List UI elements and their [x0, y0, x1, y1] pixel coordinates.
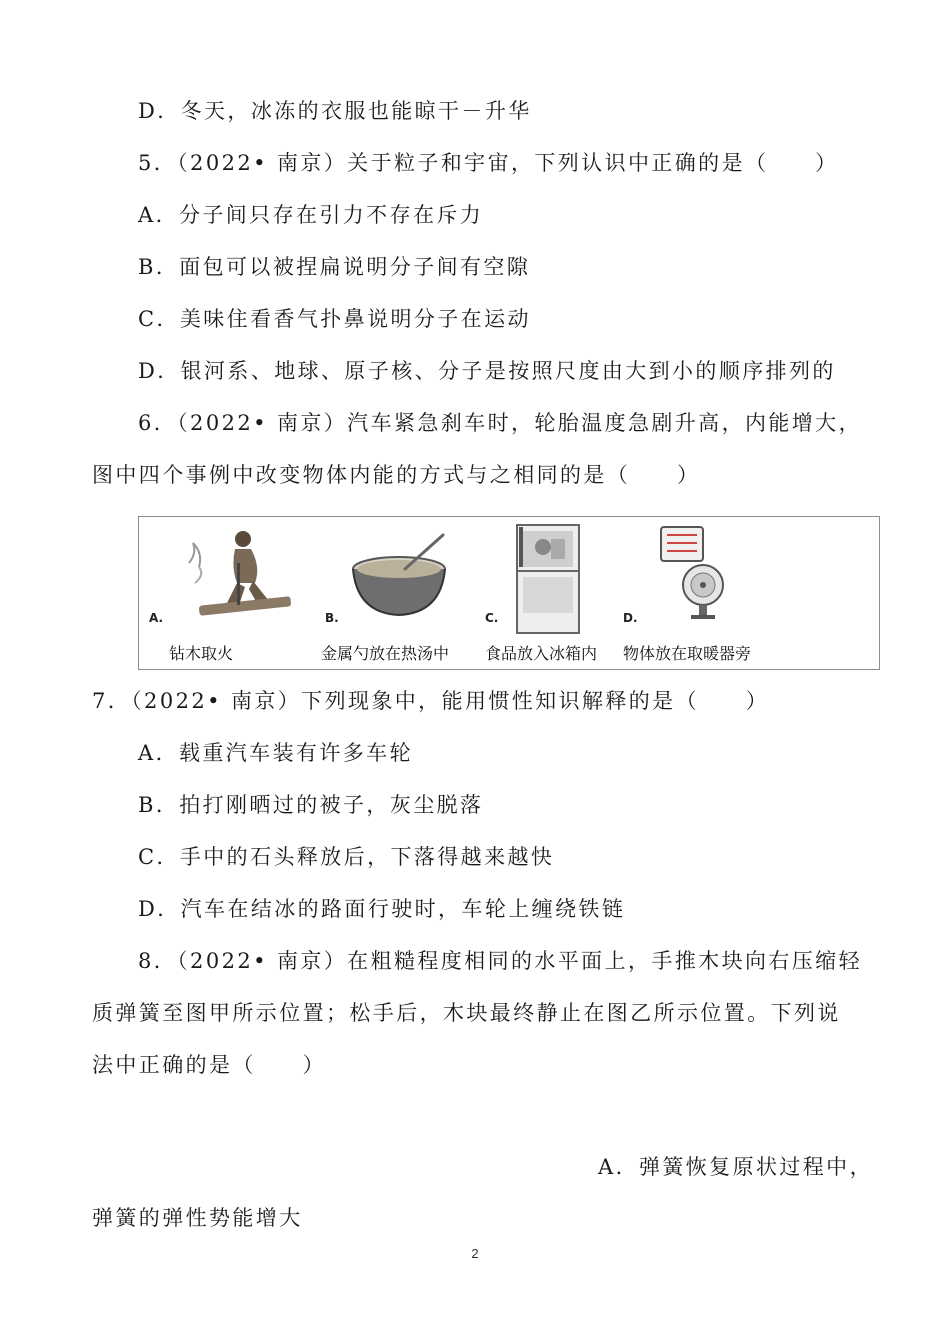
question-8-stem-line2: 质弹簧至图甲所示位置；松手后，木块最终静止在图乙所示位置。下列说	[92, 1001, 841, 1025]
panel-b-label: B.	[325, 611, 339, 625]
panel-b-caption: 金属勺放在热汤中	[321, 644, 450, 663]
spoon-in-soup-icon	[347, 529, 457, 619]
figure-panel-c	[473, 517, 623, 669]
panel-c-label: C.	[485, 611, 499, 625]
question-6-stem-line1: 6．（2022• 南京）汽车紧急刹车时，轮胎温度急剧升高，内能增大，	[138, 411, 862, 435]
fire-drill-icon	[179, 523, 299, 623]
question-5-stem: 5．（2022• 南京）关于粒子和宇宙，下列认识中正确的是（ ）	[138, 151, 839, 175]
question-7-stem: 7．（2022• 南京）下列现象中，能用惯性知识解释的是（ ）	[92, 689, 770, 713]
panel-d-caption: 物体放在取暖器旁	[623, 644, 752, 663]
question-6-figure	[138, 516, 880, 670]
option-b-q7: B．拍打刚晒过的被子，灰尘脱落	[138, 793, 484, 817]
option-a-q8-line1: A．弹簧恢复原状过程中，	[598, 1155, 873, 1179]
question-6-stem-line2: 图中四个事例中改变物体内能的方式与之相同的是（ ）	[92, 463, 701, 487]
panel-d-label: D.	[623, 611, 638, 625]
heater-icon	[653, 523, 743, 623]
option-b-q5: B．面包可以被捏扁说明分子间有空隙	[138, 255, 531, 279]
option-a-q8-line2: 弹簧的弹性势能增大	[92, 1206, 303, 1230]
figure-panel-a	[139, 517, 309, 669]
page-number: 2	[471, 1246, 479, 1261]
panel-a-caption: 钻木取火	[169, 644, 234, 663]
option-a-q5: A．分子间只存在引力不存在斥力	[138, 203, 484, 227]
option-d-q7: D．汽车在结冰的路面行驶时，车轮上缠绕铁链	[138, 897, 626, 921]
panel-a-label: A.	[149, 611, 164, 625]
refrigerator-icon	[513, 523, 583, 635]
figure-panel-b	[315, 517, 475, 669]
option-c-q5: C．美味住看香气扑鼻说明分子在运动	[138, 307, 531, 331]
option-a-q7: A．载重汽车装有许多车轮	[138, 741, 413, 765]
option-d-q5: D．银河系、地球、原子核、分子是按照尺度由大到小的顺序排列的	[138, 359, 836, 383]
question-8-stem-line1: 8．（2022• 南京）在粗糙程度相同的水平面上，手推木块向右压缩轻	[138, 949, 862, 973]
panel-c-caption: 食品放入冰箱内	[485, 644, 598, 663]
figure-panel-d	[619, 517, 779, 669]
option-c-q7: C．手中的石头释放后，下落得越来越快	[138, 845, 555, 869]
option-d-q4: D．冬天，冰冻的衣服也能晾干－升华	[138, 99, 532, 123]
question-8-stem-line3: 法中正确的是（ ）	[92, 1053, 326, 1077]
